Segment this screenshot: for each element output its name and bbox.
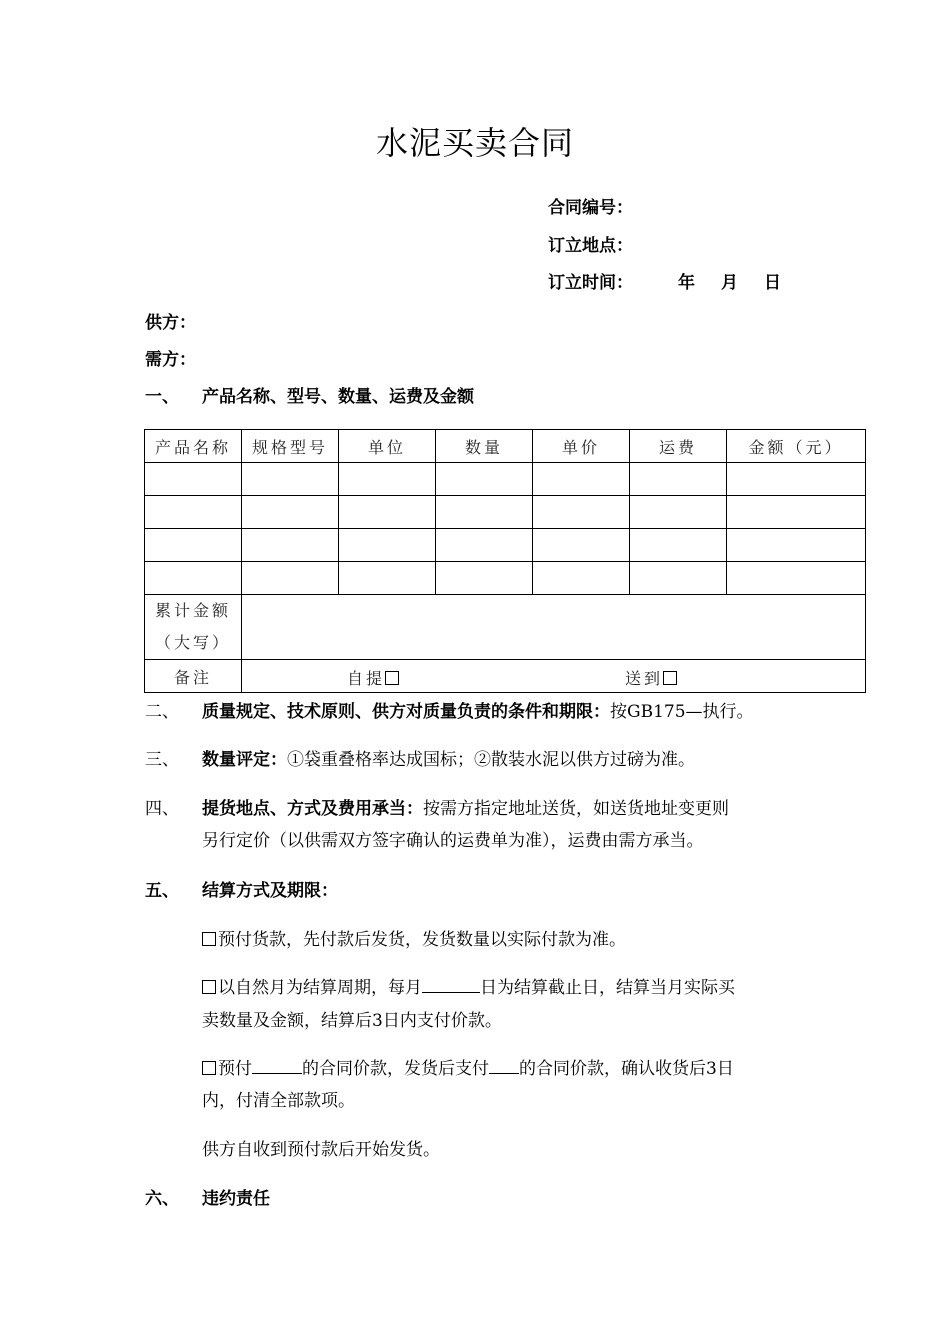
table-cell[interactable] (630, 562, 727, 595)
section-4-text-line1: 按需方指定地址送货，如送货地址变更则 (423, 799, 729, 819)
section-2-number: 二、 (145, 702, 179, 722)
section-2-title: 质量规定、技术原则、供方对质量负责的条件和期限： (202, 702, 610, 722)
payment-option-prepay (202, 925, 626, 950)
table-cell[interactable] (533, 496, 630, 529)
monthly-text-a: 以自然月为结算周期，每月 (218, 978, 422, 998)
total-amount-label-line2: （大写） (154, 633, 231, 652)
table-cell[interactable] (242, 496, 339, 529)
day-label: 日 (764, 273, 781, 293)
self-pickup-checkbox[interactable] (385, 671, 399, 685)
table-cell[interactable] (339, 463, 436, 496)
table-cell[interactable] (339, 496, 436, 529)
table-row (145, 562, 866, 595)
total-amount-label (145, 595, 242, 660)
table-cell[interactable] (145, 463, 242, 496)
remark-label: 备注 (145, 660, 242, 693)
remark-row (145, 660, 866, 693)
payment-option-monthly (202, 973, 735, 998)
month-label: 月 (721, 273, 738, 293)
section-5-number: 五、 (145, 881, 179, 901)
table-cell[interactable] (145, 562, 242, 595)
partial-text-a: 预付 (218, 1059, 252, 1079)
contract-number-field (548, 193, 633, 218)
section-1-heading (145, 382, 474, 407)
supplier-label: 供方： (145, 313, 196, 333)
table-cell[interactable] (242, 463, 339, 496)
section-3-number: 三、 (145, 750, 179, 770)
table-row (145, 463, 866, 496)
table-cell[interactable] (145, 529, 242, 562)
monthly-checkbox[interactable] (202, 980, 216, 994)
table-cell[interactable] (339, 562, 436, 595)
section-5-title: 结算方式及期限： (202, 881, 338, 901)
monthly-text-b: 日为结算截止日，结算当月实际买 (480, 978, 735, 998)
table-cell[interactable] (339, 529, 436, 562)
self-pickup-label: 自提 (347, 669, 386, 688)
table-cell[interactable] (630, 463, 727, 496)
total-amount-row (145, 595, 866, 660)
section-3-text: ①袋重叠格率达成国标；②散装水泥以供方过磅为准。 (287, 750, 695, 770)
section-4 (145, 794, 729, 819)
table-cell[interactable] (242, 529, 339, 562)
header-freight: 运费 (630, 430, 727, 463)
partial-text-d: 内，付清全部款项。 (202, 1091, 355, 1111)
remark-cell (242, 660, 866, 693)
table-row (145, 529, 866, 562)
section-3 (145, 745, 695, 770)
table-cell[interactable] (242, 562, 339, 595)
delivery-checkbox[interactable] (663, 671, 677, 685)
table-cell[interactable] (727, 463, 866, 496)
monthly-day-blank[interactable] (422, 978, 480, 993)
header-unit: 单位 (339, 430, 436, 463)
section-4-number: 四、 (145, 799, 179, 819)
table-row (145, 496, 866, 529)
table-cell[interactable] (436, 463, 533, 496)
header-model: 规格型号 (242, 430, 339, 463)
section-2 (145, 697, 754, 722)
monthly-text-c: 卖数量及金额，结算后3日内支付价款。 (202, 1011, 502, 1031)
header-unit-price: 单价 (533, 430, 630, 463)
table-cell[interactable] (436, 496, 533, 529)
section-1-title: 产品名称、型号、数量、运费及金额 (202, 387, 474, 407)
table-cell[interactable] (727, 562, 866, 595)
signing-time-field (548, 268, 781, 293)
table-cell[interactable] (727, 496, 866, 529)
section-6-title: 违约责任 (202, 1189, 270, 1209)
section-5-heading (145, 876, 338, 901)
prepay-ratio-blank[interactable] (252, 1059, 302, 1074)
signing-place-field (548, 231, 633, 256)
header-quantity: 数量 (436, 430, 533, 463)
table-cell[interactable] (436, 529, 533, 562)
total-amount-value-cell[interactable] (242, 595, 866, 660)
delivery-label: 送到 (625, 669, 664, 688)
partial-text-c: 的合同价款，确认收货后3日 (519, 1059, 734, 1079)
section-4-text-line2: 另行定价（以供需双方签字确认的运费单为准），运费由需方承当。 (202, 831, 704, 851)
table-cell[interactable] (533, 562, 630, 595)
delivery-option[interactable] (625, 666, 679, 689)
page-title: 水泥买卖合同 (375, 124, 574, 162)
table-header-row (145, 430, 866, 463)
signing-place-label: 订立地点： (548, 236, 633, 256)
table-cell[interactable] (533, 529, 630, 562)
partial-text-b: 的合同价款，发货后支付 (302, 1059, 489, 1079)
prepay-checkbox[interactable] (202, 932, 216, 946)
table-cell[interactable] (727, 529, 866, 562)
product-table (144, 429, 866, 693)
section-6-number: 六、 (145, 1189, 179, 1209)
section-2-text: 按GB175—执行。 (610, 702, 754, 722)
section-6-heading (145, 1184, 270, 1209)
total-amount-label-line1: 累计金额 (154, 601, 231, 620)
post-delivery-ratio-blank[interactable] (489, 1059, 519, 1074)
table-cell[interactable] (533, 463, 630, 496)
header-amount: 金额（元） (727, 430, 866, 463)
table-cell[interactable] (145, 496, 242, 529)
section-1-number: 一、 (145, 387, 179, 407)
table-cell[interactable] (630, 529, 727, 562)
table-cell[interactable] (630, 496, 727, 529)
partial-checkbox[interactable] (202, 1061, 216, 1075)
signing-time-label: 订立时间： (548, 273, 633, 293)
section-3-title: 数量评定： (202, 750, 287, 770)
payment-option-partial (202, 1054, 734, 1079)
section-4-title: 提货地点、方式及费用承当： (202, 799, 423, 819)
self-pickup-option[interactable] (347, 666, 401, 689)
shipping-note: 供方自收到预付款后开始发货。 (202, 1140, 440, 1160)
header-product-name: 产品名称 (145, 430, 242, 463)
contract-number-label: 合同编号： (548, 198, 633, 218)
prepay-text: 预付货款，先付款后发货，发货数量以实际付款为准。 (218, 930, 626, 950)
buyer-label: 需方： (145, 350, 196, 370)
year-label: 年 (678, 273, 695, 293)
table-cell[interactable] (436, 562, 533, 595)
